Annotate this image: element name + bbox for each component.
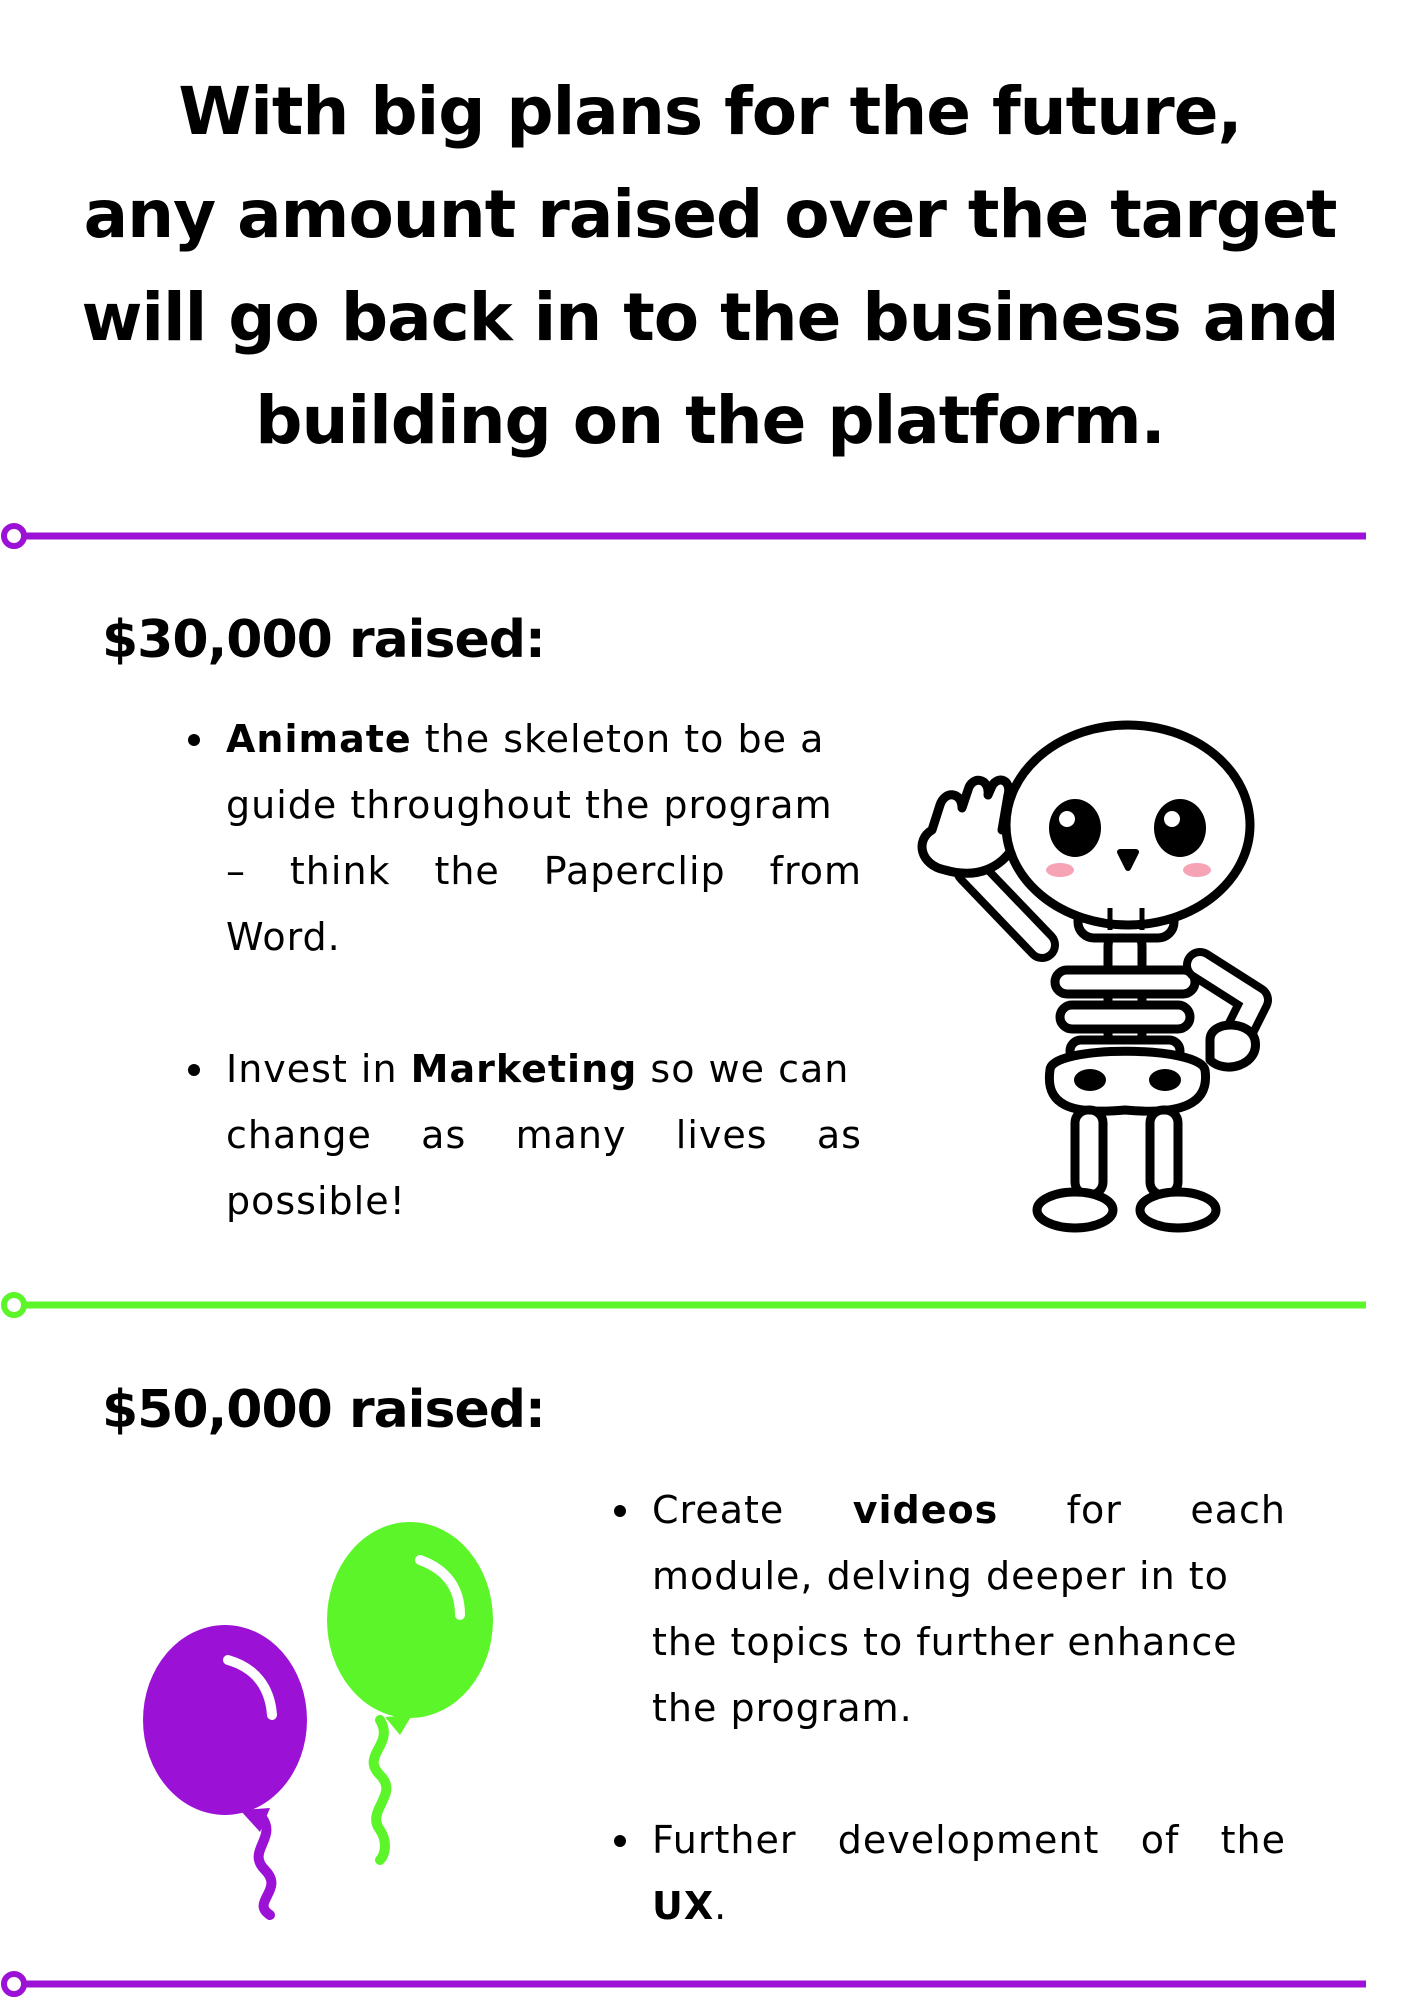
- word: many: [515, 1113, 627, 1157]
- bullet-text: so we can: [637, 1047, 850, 1091]
- headline-line-3: will go back in to the business and: [81, 279, 1339, 356]
- bullet-text: Word.: [226, 915, 341, 959]
- word: as: [421, 1113, 467, 1157]
- word: Create: [652, 1488, 785, 1532]
- bullet-list-50k: [652, 1477, 1286, 1939]
- bold-videos: videos: [852, 1488, 999, 1532]
- balloons-illustration: [130, 1520, 510, 1920]
- divider-green: [0, 1290, 1370, 1320]
- green-balloon-string: [374, 1720, 387, 1860]
- bullet-text: possible!: [226, 1179, 406, 1223]
- bold-ux: UX: [652, 1884, 715, 1928]
- section-title-30k: $30,000 raised:: [102, 610, 545, 670]
- word: from: [769, 849, 862, 893]
- waving-skeleton-illustration: [910, 720, 1350, 1240]
- bullet-text-justified: [226, 838, 862, 904]
- bullet-animate: [226, 706, 862, 970]
- word: Paperclip: [543, 849, 726, 893]
- bullet-text-justified: [226, 1102, 862, 1168]
- word: change: [226, 1113, 372, 1157]
- green-balloon: [327, 1522, 493, 1735]
- word: each: [1190, 1488, 1286, 1532]
- headline-line-1: With big plans for the future,: [178, 73, 1242, 150]
- word: the: [1220, 1818, 1286, 1862]
- bullet-text: guide throughout the program: [226, 783, 833, 827]
- section-title-50k: $50,000 raised:: [102, 1380, 545, 1440]
- word: lives: [675, 1113, 768, 1157]
- bullet-text-justified: [652, 1807, 1286, 1873]
- bold-animate: Animate: [226, 717, 412, 761]
- word: development: [837, 1818, 1100, 1862]
- divider-purple-top: [0, 521, 1370, 551]
- bullet-videos: [652, 1477, 1286, 1741]
- word: think: [289, 849, 391, 893]
- bullet-text-justified: [652, 1477, 1286, 1543]
- word: the: [434, 849, 500, 893]
- word: for: [1066, 1488, 1122, 1532]
- headline-line-2: any amount raised over the target: [83, 176, 1337, 253]
- word: –: [226, 849, 246, 893]
- word: of: [1140, 1818, 1180, 1862]
- bullet-list-30k: [226, 706, 862, 1234]
- bullet-text: module, delving deeper in to: [652, 1554, 1229, 1598]
- word: as: [816, 1113, 862, 1157]
- divider-purple-bottom: [0, 1969, 1370, 1999]
- bullet-marketing: [226, 1036, 862, 1234]
- purple-balloon: [143, 1625, 307, 1832]
- bold-marketing: Marketing: [410, 1047, 638, 1091]
- bullet-text: the skeleton to be a: [411, 717, 825, 761]
- bullet-text: Invest in: [226, 1047, 411, 1091]
- headline-line-4: building on the platform.: [255, 382, 1165, 459]
- word: Further: [652, 1818, 797, 1862]
- bullet-text: .: [714, 1884, 728, 1928]
- bullet-text: the topics to further enhance: [652, 1620, 1238, 1664]
- bullet-ux: [652, 1807, 1286, 1939]
- headline: [60, 60, 1360, 472]
- bullet-text: the program.: [652, 1686, 913, 1730]
